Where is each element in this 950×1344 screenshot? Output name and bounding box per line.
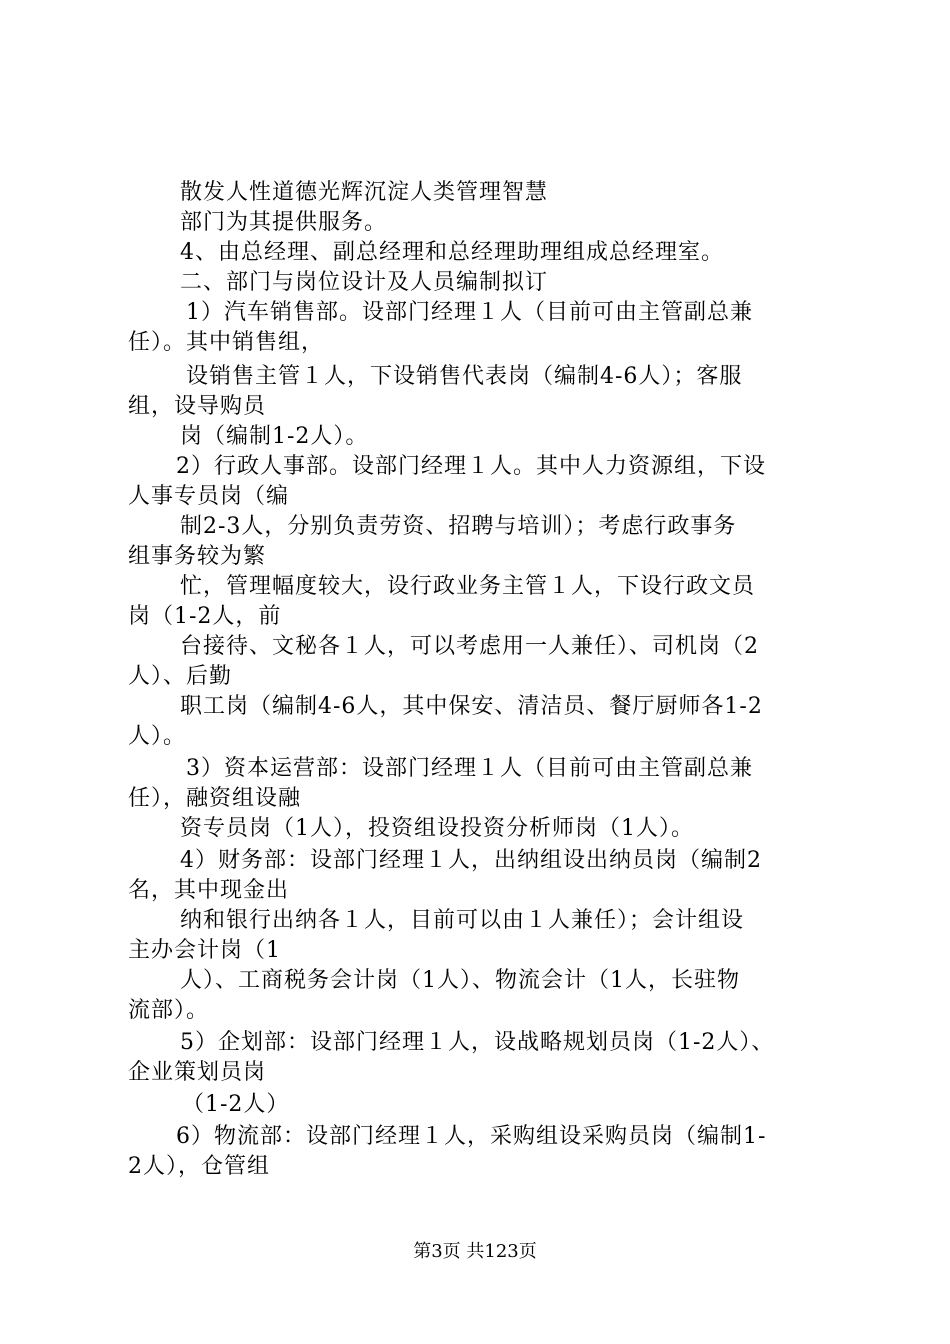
text-line: （1-2人） bbox=[182, 1092, 290, 1117]
text-line: 任），融资组设融 bbox=[128, 786, 302, 811]
text-line: 人）、后勤 bbox=[128, 664, 233, 689]
text-line: 2）行政人事部。设部门经理１人。其中人力资源组，下设 bbox=[176, 454, 766, 479]
text-line: 5）企划部：设部门经理１人，设战略规划员岗（1-2人）、 bbox=[180, 1030, 775, 1055]
text-line: 人事专员岗（编 bbox=[128, 484, 290, 509]
text-line: 任）。其中销售组， bbox=[128, 330, 325, 355]
text-line: 名，其中现金出 bbox=[128, 878, 290, 903]
text-line: 主办会计岗（1 bbox=[128, 938, 281, 963]
text-line: 流部）。 bbox=[128, 998, 210, 1023]
text-line: 1）汽车销售部。设部门经理１人（目前可由主管副总兼 bbox=[186, 300, 753, 325]
text-line: 部门为其提供服务。 bbox=[180, 210, 388, 235]
text-line: 3）资本运营部：设部门经理１人（目前可由主管副总兼 bbox=[186, 756, 753, 781]
text-line: 设销售主管１人，下设销售代表岗（编制4-6人）；客服 bbox=[186, 364, 743, 389]
text-line: 职工岗（编制4-6人，其中保安、清洁员、餐厅厨师各1-2 bbox=[180, 694, 763, 719]
text-line: 6）物流部：设部门经理１人，采购组设采购员岗（编制1- bbox=[176, 1124, 767, 1149]
text-line: 人）。 bbox=[128, 724, 187, 749]
text-line: 组，设导购员 bbox=[128, 394, 267, 419]
page-number-footer: 第3页 共123页 bbox=[413, 1241, 537, 1262]
text-line: 4）财务部：设部门经理１人，出纳组设出纳员岗（编制2 bbox=[180, 848, 762, 873]
text-line: 2人），仓管组 bbox=[128, 1154, 270, 1179]
text-line: 企业策划员岗 bbox=[128, 1060, 267, 1085]
text-line: 制2-3人，分别负责劳资、招聘与培训）；考虑行政事务 bbox=[180, 514, 737, 539]
text-line: 岗（编制1-2人）。 bbox=[180, 424, 369, 449]
text-line: 资专员岗（1人），投资组设投资分析师岗（1人）。 bbox=[180, 816, 694, 841]
text-line: 组事务较为繁 bbox=[128, 544, 267, 569]
text-line: 二、部门与岗位设计及人员编制拟订 bbox=[180, 270, 549, 295]
text-line: 忙，管理幅度较大，设行政业务主管１人，下设行政文员 bbox=[180, 574, 756, 599]
text-line: 人）、工商税务会计岗（1人）、物流会计（1人，长驻物 bbox=[180, 968, 740, 993]
text-line: 台接待、文秘各１人，可以考虑用一人兼任）、司机岗（2 bbox=[180, 634, 759, 659]
text-line: 4、由总经理、副总经理和总经理助理组成总经理室。 bbox=[180, 240, 724, 265]
text-line: 纳和银行出纳各１人，目前可以由１人兼任）；会计组设 bbox=[180, 908, 745, 933]
text-line: 散发人性道德光辉沉淀人类管理智慧 bbox=[180, 180, 549, 205]
text-line: 岗（1-2人，前 bbox=[128, 604, 282, 629]
